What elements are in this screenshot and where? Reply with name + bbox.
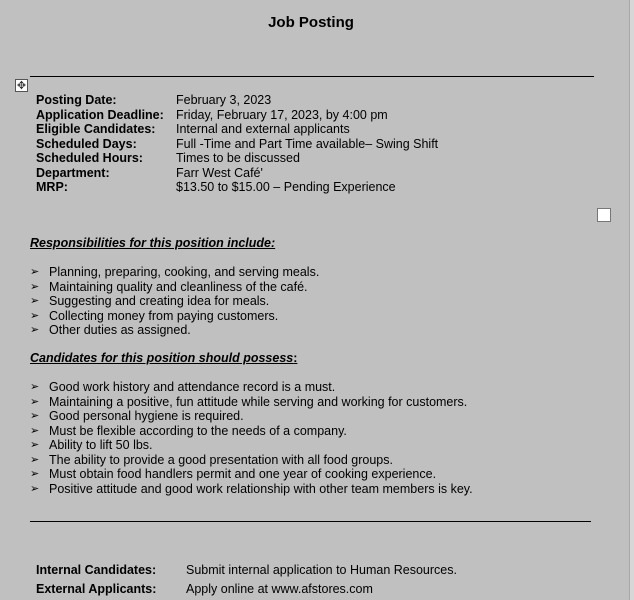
detail-label: Eligible Candidates: [36,122,156,136]
top-divider [30,76,594,77]
detail-value: February 3, 2023 [176,93,272,107]
arrow-bullet-icon: ➢ [30,468,40,480]
list-item: ➢ Ability to lift 50 lbs. [30,438,153,452]
list-item: ➢ Good personal hygiene is required. [30,409,244,423]
arrow-bullet-icon: ➢ [30,482,40,495]
arrow-bullet-icon: ➢ [30,424,40,437]
detail-row-scheduled-days [36,137,438,152]
detail-value: Farr West Café' [176,165,263,180]
detail-value: $13.50 to $15.00 – Pending Experience [176,180,396,194]
move-arrows-icon[interactable]: ✥ [16,80,27,92]
list-item: ➢ Must be flexible according to the needs of a company. [30,423,347,438]
detail-row-eligible-candidates [36,122,438,137]
detail-label: MRP: [36,180,68,194]
apply-value: Apply online at www.afstores.com [186,582,373,596]
qualifications-heading: Candidates for this position should possess: [30,351,298,365]
responsibilities-heading: Responsibilities for this position include: [30,236,276,250]
detail-value: Times to be discussed [176,151,300,165]
detail-label: Posting Date: [36,93,117,107]
arrow-bullet-icon: ➢ [30,280,40,293]
apply-value: Submit internal application to Human Resources. [186,563,457,577]
list-item: ➢ Must obtain food handlers permit and one year of cooking experience. [30,467,437,481]
list-item: ➢ The ability to provide a good presentation with all food groups. [30,452,393,467]
list-item: ➢ Good work history and attendance record is a must. [30,380,336,394]
arrow-bullet-icon: ➢ [30,266,40,278]
detail-value: Full -Time and Part Time available– Swing Shift [176,136,439,151]
page-edge-scrollbar[interactable] [629,0,634,600]
arrow-bullet-icon: ➢ [30,381,40,393]
responsibilities-list [30,265,319,338]
bottom-divider [30,521,591,522]
detail-row-scheduled-hours [36,151,438,166]
table-resize-handle[interactable] [597,208,611,222]
arrow-bullet-icon: ➢ [30,324,40,336]
detail-value: Friday, February 17, 2023, by 4:00 pm [176,107,388,122]
qualifications-list [30,380,473,496]
apply-label: Internal Candidates: [36,563,157,577]
arrow-bullet-icon: ➢ [30,439,40,451]
detail-row-department [36,166,438,181]
arrow-bullet-icon: ➢ [30,295,40,307]
list-item: ➢ Positive attitude and good work relationship with other team members is key. [30,481,473,496]
list-item: ➢ Suggesting and creating idea for meals. [30,294,270,308]
detail-row-posting-date [36,93,438,108]
arrow-bullet-icon: ➢ [30,395,40,408]
detail-label: Application Deadline: [36,107,164,122]
detail-value: Internal and external applicants [176,122,350,136]
list-item: ➢ Collecting money from paying customers. [30,308,279,323]
list-item: ➢ Maintaining quality and cleanliness of the café. [30,279,308,294]
page-title: Job Posting [268,14,354,31]
application-instructions [36,561,457,599]
arrow-bullet-icon: ➢ [30,410,40,422]
arrow-bullet-icon: ➢ [30,309,40,322]
posting-details-table [36,93,438,195]
detail-label: Scheduled Hours: [36,151,143,165]
list-item: ➢ Planning, preparing, cooking, and serving meals. [30,265,320,279]
list-item: ➢ Other duties as assigned. [30,323,191,337]
apply-row-external [36,580,457,599]
detail-row-application-deadline [36,108,438,123]
apply-label: External Applicants: [36,582,157,596]
detail-label: Department: [36,165,110,180]
arrow-bullet-icon: ➢ [30,453,40,466]
apply-row-internal [36,561,457,580]
list-item: ➢ Maintaining a positive, fun attitude while serving and working for customers. [30,394,468,409]
detail-label: Scheduled Days: [36,136,137,151]
detail-row-mrp [36,180,438,195]
